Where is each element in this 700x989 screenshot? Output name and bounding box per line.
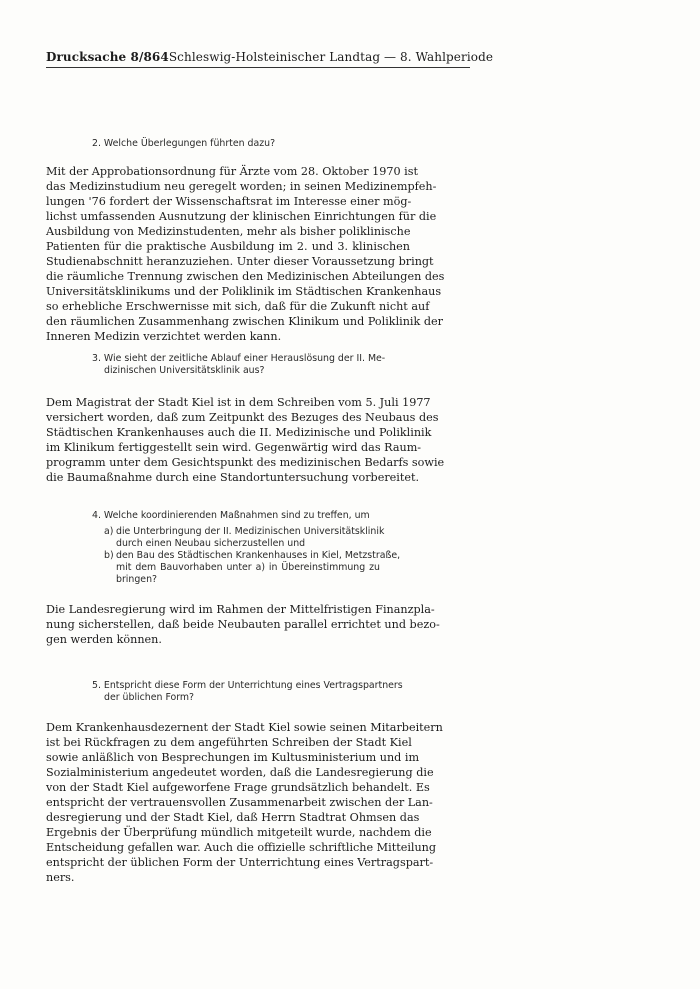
answer-line: Universitätsklinikums und der Poliklinik im Städtischen Krankenhaus [46,285,442,298]
sub-item-line: durch einen Neubau sicherzustellen und [116,538,306,549]
sub-item-label: b) [104,550,114,561]
answer-line: Ausbildung von Medizinstudenten, mehr als bisher poliklinische [46,225,411,238]
question-line: 4. Welche koordinierenden Maßnahmen sind zu treffen, um [92,510,370,521]
sub-item-a [104,526,412,550]
answer-line: Inneren Medizin verzichtet werden kann. [46,330,282,343]
page-header [46,50,494,68]
answer-line: das Medizinstudium neu geregelt worden; in seinen Medizinempfeh- [46,180,437,193]
answer-line: so erhebliche Erschwernisse mit sich, daß für die Zukunft nicht auf [46,300,430,313]
answer-line: Ergebnis der Überprüfung mündlich mitgeteilt wurde, nachdem die [46,826,432,839]
answer-line: lungen '76 fordert der Wissenschaftsrat im Interesse einer mög- [46,195,412,208]
sub-item-text [116,550,401,586]
answer-line: Mit der Approbationsordnung für Ärzte vom 28. Oktober 1970 ist [46,165,418,178]
question-line: dizinischen Universitätsklinik aus? [104,365,265,376]
answer-line: versichert worden, daß zum Zeitpunkt des Bezuges des Neubaus des [46,411,439,424]
answer-line: sowie anläßlich von Besprechungen im Kultusministerium und im [46,751,420,764]
answer-line: entspricht der üblichen Form der Unterrichtung eines Vertragspart- [46,856,434,869]
sub-item-line: bringen? [116,574,157,585]
answer-line: die räumliche Trennung zwischen den Medizinischen Abteilungen des [46,270,445,283]
answer-line: von der Stadt Kiel aufgeworfene Frage grundsätzlich behandelt. Es [46,781,430,794]
header-title: Schleswig-Holsteinischer Landtag — 8. Wahlperiode [168,50,494,64]
answer-line: gen werden können. [46,633,162,646]
sub-item-text [116,526,385,550]
question-2: 2. Welche Überlegungen führten dazu? [92,138,276,149]
question-line: 5. Entspricht diese Form der Unterrichtung eines Vertragspartners [92,680,403,691]
answer-line: Studienabschnitt heranzuziehen. Unter dieser Voraussetzung bringt [46,255,434,268]
answer-line: Städtischen Krankenhauses auch die II. Medizinische und Poliklinik [46,426,432,439]
sub-item-line: mit dem Bauvorhaben unter a) in Übereinstimmung zu [116,562,380,573]
answer-3 [46,395,445,485]
answer-line: Sozialministerium angedeutet worden, daß die Landesregierung die [46,766,434,779]
answer-line: Die Landesregierung wird im Rahmen der Mittelfristigen Finanzpla- [46,603,435,616]
sub-item-line: die Unterbringung der II. Medizinischen Universitätsklinik [116,526,385,537]
document-number: Drucksache 8/864 [46,50,169,64]
sub-item-label: a) [104,526,114,537]
answer-line: Dem Magistrat der Stadt Kiel ist in dem Schreiben vom 5. Juli 1977 [46,396,431,409]
answer-line: Dem Krankenhausdezernent der Stadt Kiel sowie seinen Mitarbeitern [46,721,443,734]
answer-line: ist bei Rückfragen zu dem angeführten Schreiben der Stadt Kiel [46,736,412,749]
answer-line: Patienten für die praktische Ausbildung im 2. und 3. klinischen [46,240,410,253]
answer-2 [46,164,445,344]
question-line: der üblichen Form? [104,692,195,703]
answer-line: im Klinikum fertiggestellt sein wird. Gegenwärtig wird das Raum- [46,441,422,454]
sub-item-line: den Bau des Städtischen Krankenhauses in Kiel, Metzstraße, [116,550,401,561]
question-4 [92,510,412,586]
answer-line: desregierung und der Stadt Kiel, daß Herrn Stadtrat Ohmsen das [46,811,420,824]
answer-line: lichst umfassenden Ausnutzung der klinischen Einrichtungen für die [46,210,437,223]
answer-line: die Baumaßnahme durch eine Standortuntersuchung vorbereitet. [46,471,420,484]
question-line: 3. Wie sieht der zeitliche Ablauf einer Herauslösung der II. Me- [92,353,386,364]
answer-5 [46,720,443,885]
sub-item-list [104,526,412,586]
sub-item-b [104,550,412,586]
answer-line: ners. [46,871,75,884]
question-5 [92,680,410,704]
answer-4 [46,602,440,647]
answer-line: entspricht der vertrauensvollen Zusammenarbeit zwischen der Lan- [46,796,433,809]
answer-line: programm unter dem Gesichtspunkt des medizinischen Bedarfs sowie [46,456,445,469]
question-3 [92,353,410,377]
answer-line: nung sicherstellen, daß beide Neubauten parallel errichtet und bezo- [46,618,440,631]
answer-line: den räumlichen Zusammenhang zwischen Klinikum und Poliklinik der [46,315,443,328]
answer-line: Entscheidung gefallen war. Auch die offizielle schriftliche Mitteilung [46,841,437,854]
